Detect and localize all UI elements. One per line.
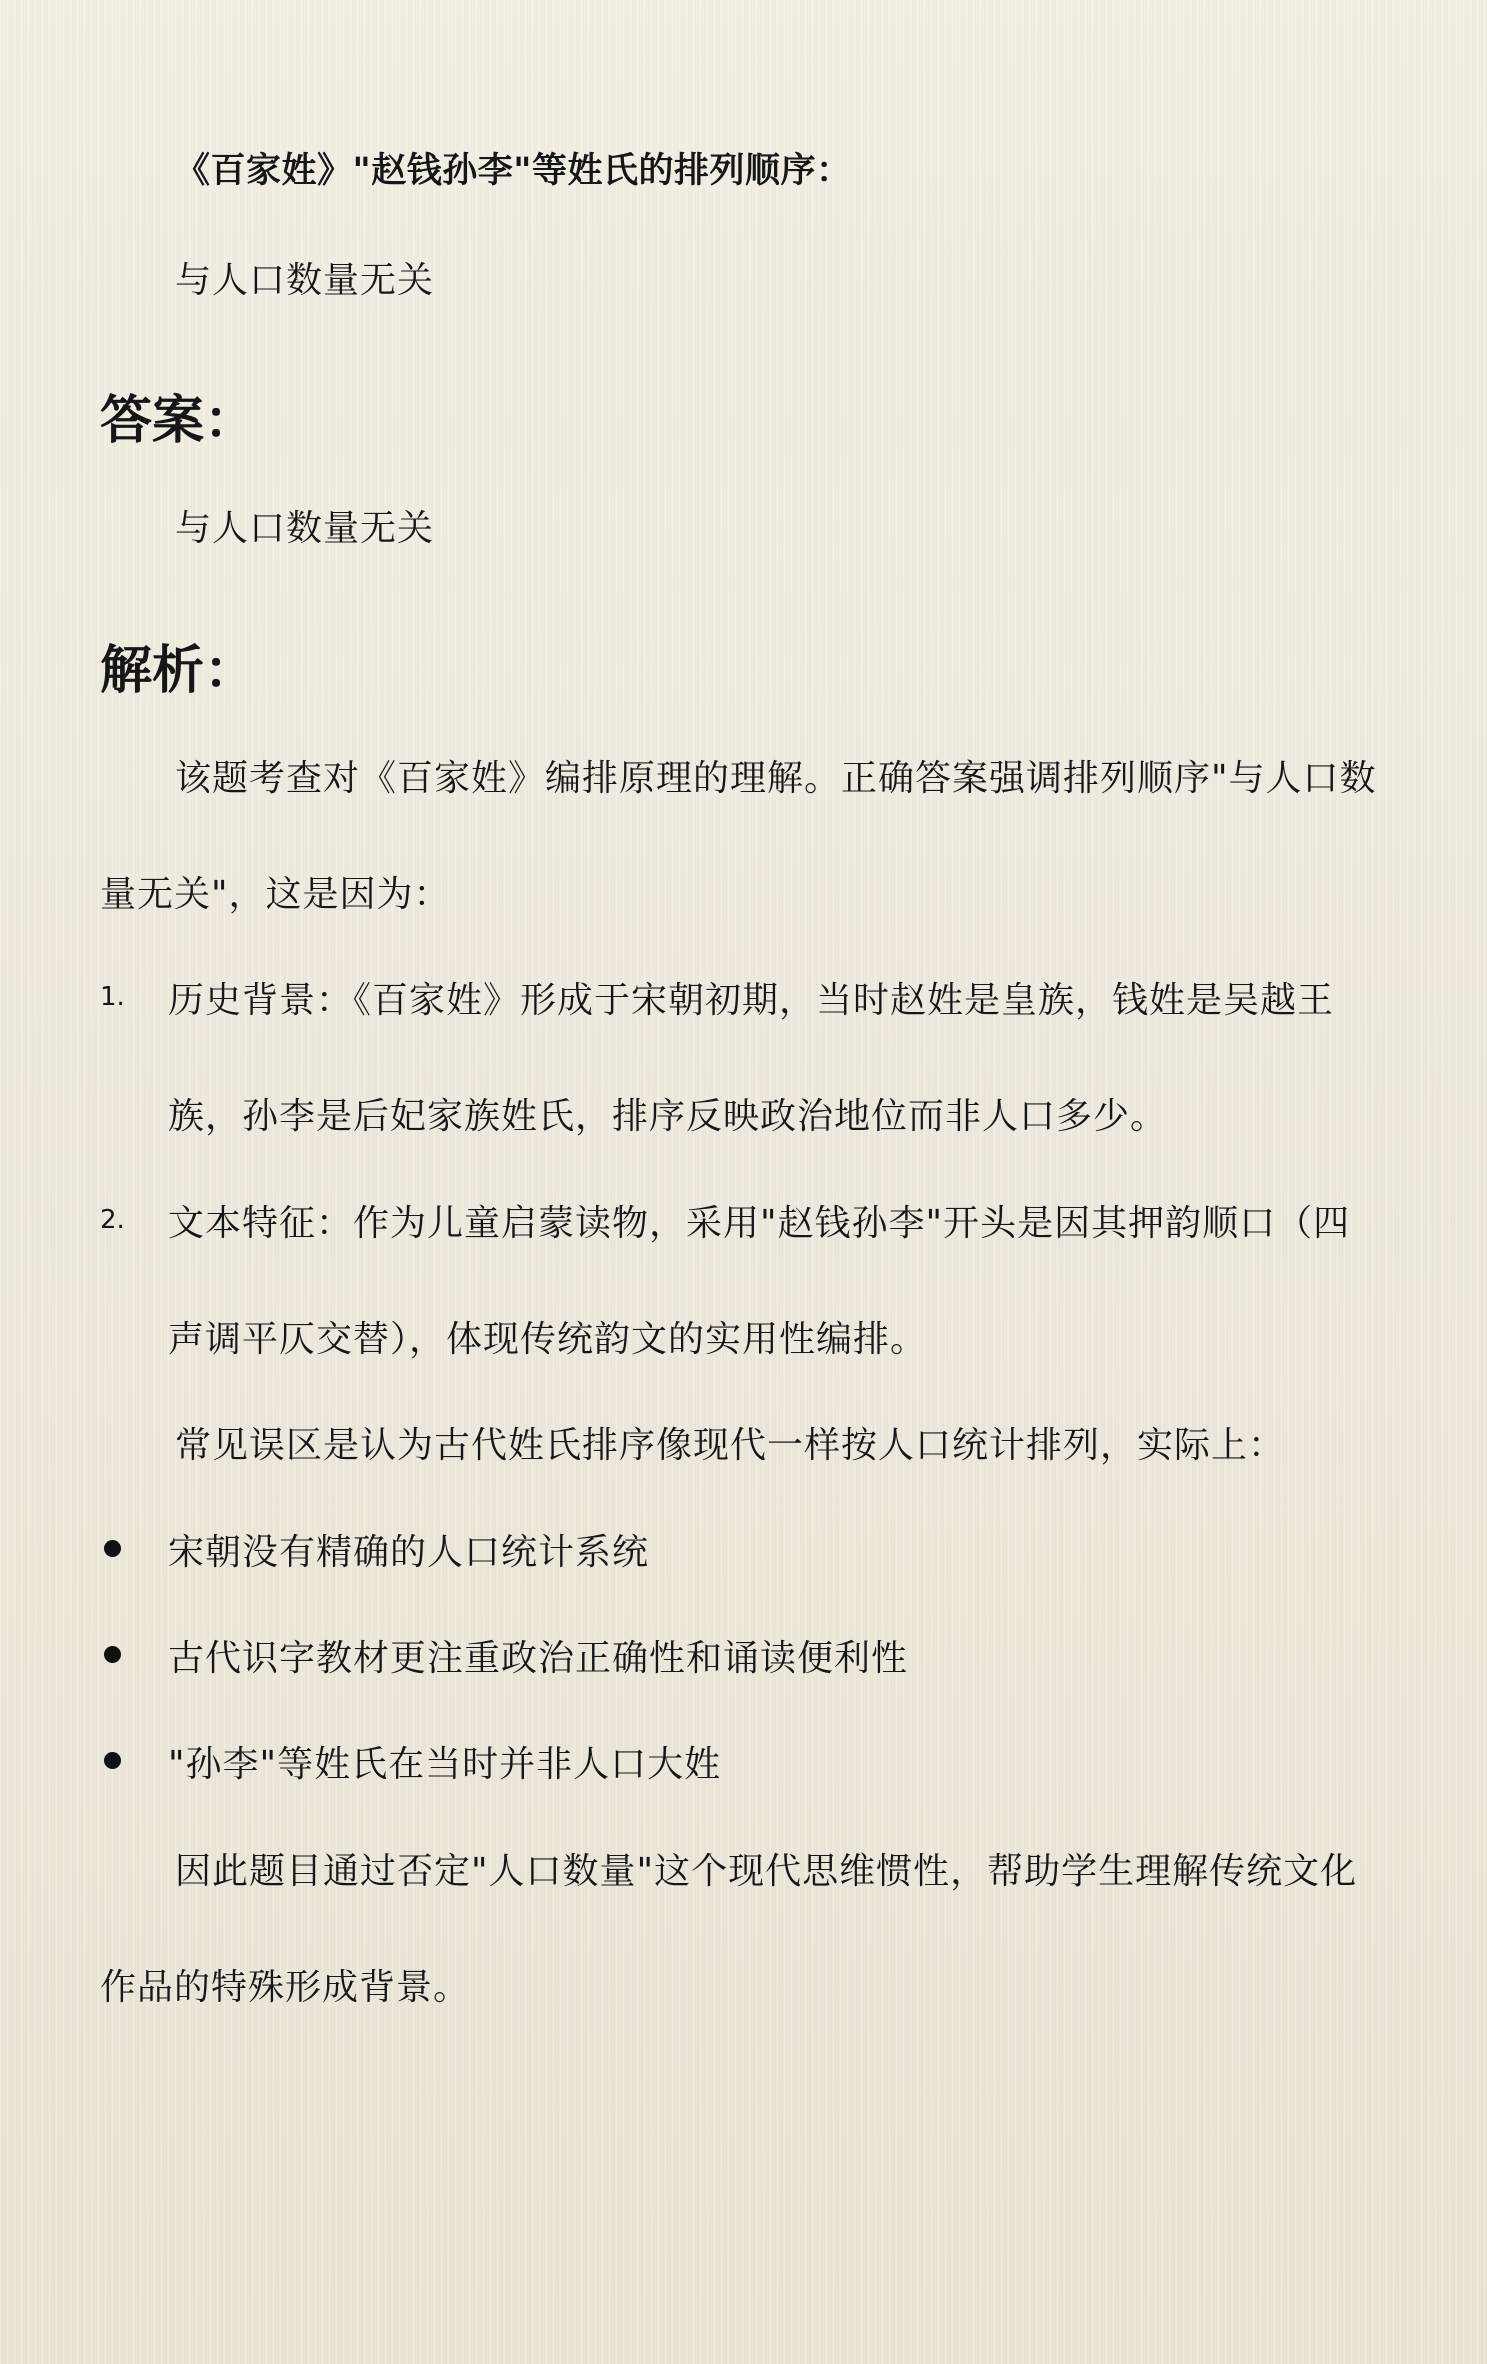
bullet-dot xyxy=(104,1752,121,1769)
answer-text: 与人口数量无关 xyxy=(175,508,435,549)
misconception-text: 常见误区是认为古代姓氏排序像现代一样按人口统计排列，实际上： xyxy=(175,1425,1286,1466)
numbered-item-marker: 2. xyxy=(100,1205,125,1235)
bullet-item: "孙李"等姓氏在当时并非人口大姓 xyxy=(168,1744,722,1785)
bullet-dot xyxy=(104,1646,121,1663)
bullet-dot xyxy=(104,1540,121,1557)
bullet-item: 古代识字教材更注重政治正确性和诵读便利性 xyxy=(168,1638,909,1679)
answer-heading: 答案： xyxy=(100,391,257,451)
numbered-item-line: 历史背景：《百家姓》形成于宋朝初期，当时赵姓是皇族，钱姓是吴越王 xyxy=(168,980,1335,1021)
numbered-item-line: 文本特征：作为儿童启蒙读物，采用"赵钱孙李"开头是因其押韵顺口（四 xyxy=(168,1203,1351,1244)
numbered-item-marker: 1. xyxy=(100,982,125,1012)
analysis-intro-line2: 量无关"，这是因为： xyxy=(100,874,451,915)
numbered-item-line: 族，孙李是后妃家族姓氏，排序反映政治地位而非人口多少。 xyxy=(168,1096,1168,1137)
conclusion-line2: 作品的特殊形成背景。 xyxy=(100,1967,471,2008)
conclusion-line1: 因此题目通过否定"人口数量"这个现代思维惯性，帮助学生理解传统文化 xyxy=(175,1851,1358,1892)
option-text: 与人口数量无关 xyxy=(175,260,435,301)
analysis-heading: 解析： xyxy=(100,641,257,701)
analysis-intro-line1: 该题考查对《百家姓》编排原理的理解。正确答案强调排列顺序"与人口数 xyxy=(175,758,1377,799)
question-text: 《百家姓》"赵钱孙李"等姓氏的排列顺序： xyxy=(175,151,852,191)
numbered-item-line: 声调平仄交替），体现传统韵文的实用性编排。 xyxy=(168,1319,928,1360)
bullet-item: 宋朝没有精确的人口统计系统 xyxy=(168,1532,650,1573)
